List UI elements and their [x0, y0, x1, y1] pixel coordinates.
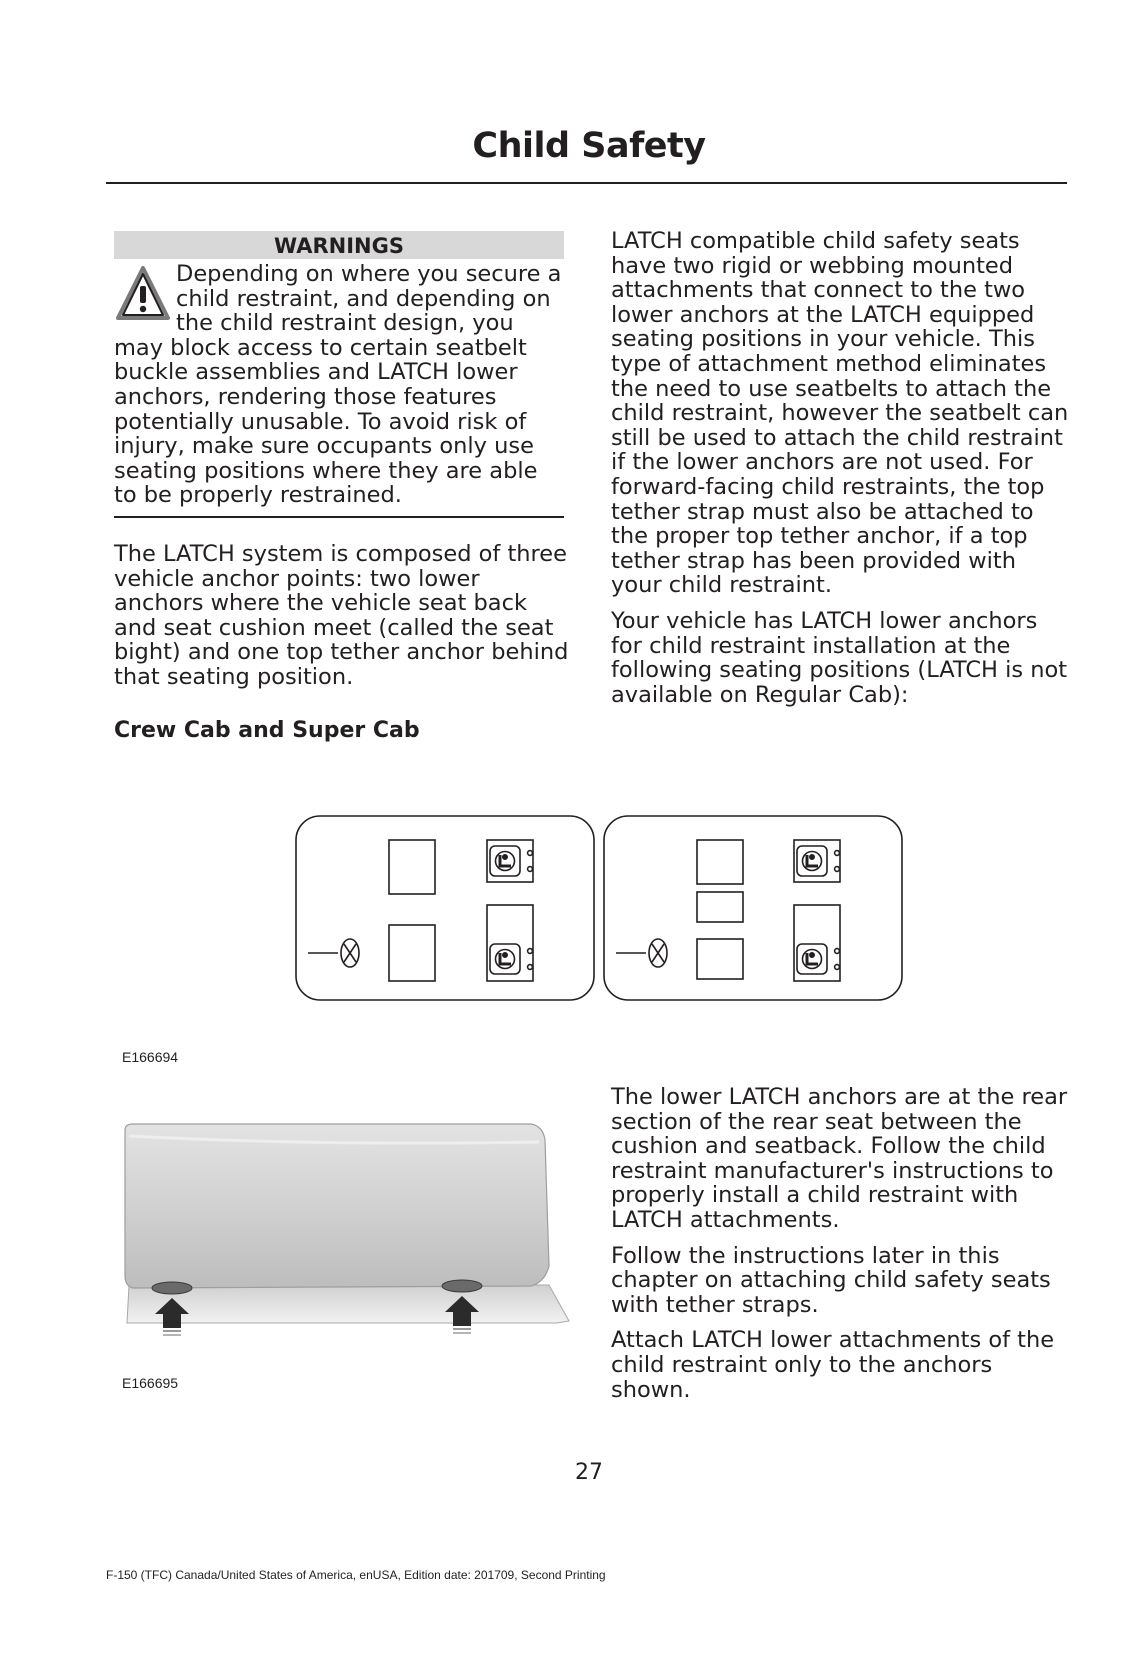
super-cab-layout [604, 816, 902, 1000]
crew-cab-subheading: Crew Cab and Super Cab [114, 718, 420, 743]
latch-seating-diagram [294, 814, 904, 1004]
anchor-usage-paragraph: Attach LATCH lower attachments of the child restraint only to the anchors shown. [611, 1327, 1055, 1403]
seat-box [389, 925, 435, 981]
lower-anchor-location-paragraph: The lower LATCH anchors are at the rear section of the rear seat between the cushion and seatback. Follow the child restraint manufacturer's instructions to properly install a child restraint with LATCH attachments. [611, 1084, 1068, 1233]
warning-block [114, 262, 566, 508]
seat-box [389, 840, 435, 894]
latch-seat [487, 905, 533, 981]
child-seat-icon [797, 846, 839, 876]
steering-wheel-icon [649, 939, 667, 967]
warning-divider [114, 516, 564, 518]
warnings-heading: WARNINGS [114, 231, 564, 259]
tether-instructions-paragraph: Follow the instructions later in this chapter on attaching child safety seats with tether straps. [611, 1242, 1051, 1318]
rear-seat-illustration [119, 1116, 571, 1368]
right-column-top [611, 229, 1071, 718]
seat-box [697, 939, 743, 979]
latch-compatible-paragraph: LATCH compatible child safety seats have two rigid or webbing mounted attachments that connect to the two lower anchors at the LATCH equipped seating positions in your vehicle. This type of attachment method eliminates the need to use seatbelts to attach the child restraint, however the seatbelt can still be used to attach the child restraint if the lower anchors are not used. For forward-facing child restraints, the top tether strap must also be attached to the proper top tether anchor, if a top tether strap has been provided with your child restraint. [611, 228, 1069, 599]
child-seat-icon [490, 944, 532, 974]
page-title: Child Safety [472, 126, 706, 166]
crew-cab-layout [296, 816, 594, 1000]
page-footer: F-150 (TFC) Canada/United States of America, enUSA, Edition date: 201709, Second Printing [106, 1568, 606, 1582]
right-column-bottom [611, 1085, 1071, 1413]
title-divider [106, 182, 1067, 184]
latch-positions-paragraph: Your vehicle has LATCH lower anchors for child restraint installation at the following seating positions (LATCH is not available on Regular Cab): [611, 607, 1068, 708]
warning-text: Depending on where you secure a child restraint, and depending on the child restraint design, you may block access to certain seatbelt buckle assemblies and LATCH lower anchors, rendering those features potentially unusable. To avoid risk of injury, make sure occupants only use seating positions where they are able to be properly restrained. [114, 261, 562, 509]
steering-wheel-icon [341, 939, 359, 967]
child-seat-icon [490, 846, 532, 876]
seat-box [697, 892, 743, 922]
latch-description: The LATCH system is composed of three vehicle anchor points: two lower anchors where the vehicle seat back and seat cushion meet (called the seat bight) and one top tether anchor behind that seating position. [114, 541, 569, 690]
figure-code-2: E166695 [122, 1375, 179, 1391]
figure-code-1: E166694 [122, 1049, 179, 1065]
latch-seat [794, 905, 840, 981]
seat-box [697, 840, 743, 884]
page-number: 27 [575, 1460, 603, 1485]
warning-triangle-icon [114, 264, 172, 324]
child-seat-icon [797, 944, 839, 974]
